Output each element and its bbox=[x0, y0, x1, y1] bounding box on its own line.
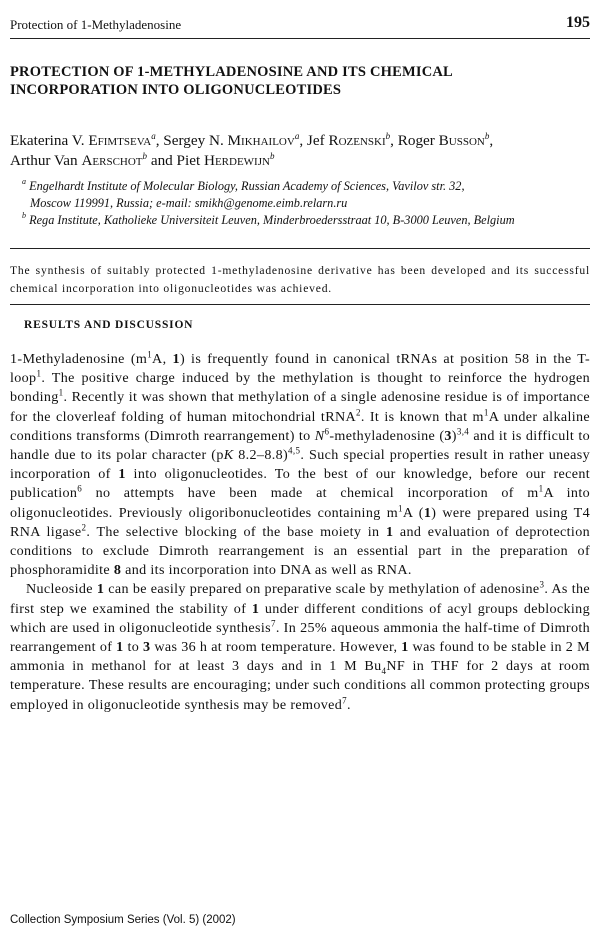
superscript: 1 bbox=[147, 349, 153, 360]
text: and evaluation of deprotection conditions to exclude Dimroth rearrangement is an essential part in the preparation of phosphoramidite bbox=[10, 523, 590, 579]
body-text bbox=[10, 350, 590, 715]
text: and its incorporation into DNA as well as RNA. bbox=[121, 562, 412, 579]
affiliation-a-line-1: Engelhardt Institute of Molecular Biology, Russian Academy of Sciences, Vavilov str. 32, bbox=[29, 179, 465, 193]
text: under different conditions of acyl groups deblocking which are used in oligonucleotide synthesis bbox=[10, 600, 590, 636]
text: . Recently it was shown that methylation of a single adenosine residue is of importance for the cloverleaf folding of human mitochondrial tRNA bbox=[10, 389, 590, 425]
affiliation-a-line-2: Moscow 119991, Russia; e-mail: smikh@genome.eimb.relarn.ru bbox=[30, 196, 348, 210]
text: ) is frequently found in canonical tRNAs at position 58 in the T-loop bbox=[10, 351, 590, 387]
running-header-title: Protection of 1-Methyladenosine bbox=[10, 17, 182, 32]
affiliation-mark: b bbox=[385, 130, 391, 141]
journal-footer: Collection Symposium Series (Vol. 5) (2002) bbox=[10, 914, 236, 926]
author-family: Herdewijn bbox=[203, 152, 270, 169]
text: can be easily prepared on preparative scale by methylation of adenosine bbox=[104, 581, 540, 598]
compound-number: 1 bbox=[172, 351, 180, 367]
author-family: Rozenski bbox=[328, 132, 386, 149]
affiliation-a bbox=[22, 178, 592, 212]
compound-number: 1 bbox=[118, 466, 126, 483]
italic-symbol: K bbox=[223, 447, 234, 464]
text: ) bbox=[451, 427, 457, 444]
reference-mark: 6 bbox=[77, 483, 83, 494]
abstract-bottom-rule bbox=[10, 304, 590, 305]
text: ) were prepared using T4 RNA ligase bbox=[10, 504, 590, 540]
reference-mark: 3,4 bbox=[456, 426, 470, 437]
reference-mark: 7 bbox=[270, 618, 276, 629]
reference-mark: 4,5 bbox=[288, 445, 301, 456]
running-header bbox=[10, 0, 590, 39]
text: ammonia in methanol for at least 3 days and in 1 bbox=[10, 658, 345, 675]
text: . bbox=[346, 696, 351, 713]
author-given: , Roger bbox=[390, 132, 439, 149]
reference-mark: 2 bbox=[81, 522, 87, 533]
text: . The selective blocking of the base moiety in bbox=[86, 523, 386, 540]
author-given: Ekaterina V. bbox=[10, 132, 89, 149]
text: 1-Methyladenosine (m bbox=[10, 351, 148, 367]
superscript: 1 bbox=[483, 406, 489, 417]
compound-number: 3 bbox=[444, 427, 452, 444]
compound-number: 1 bbox=[251, 600, 260, 617]
text: was 36 h at room temperature. However, bbox=[150, 639, 402, 656]
text: Nucleoside bbox=[26, 581, 97, 598]
text: . The positive charge induced by the methylation is thought to reinforce the hydrogen bonding bbox=[10, 370, 590, 406]
compound-number: 1 bbox=[385, 523, 394, 540]
reference-mark: 2 bbox=[356, 406, 361, 417]
text: Bu bbox=[356, 658, 382, 675]
abstract: The synthesis of suitably protected 1-methyladenosine derivative has been developed and its successful chemical incorporation into oligonucleotides was achieved. bbox=[10, 264, 590, 295]
affiliation-mark: b bbox=[269, 150, 275, 161]
text: was found to be stable in 2 bbox=[408, 639, 578, 656]
compound-number: 1 bbox=[96, 581, 105, 598]
text: . As the first step we examined the stability of bbox=[10, 581, 590, 617]
page-number: 195 bbox=[566, 14, 590, 31]
text: to bbox=[123, 639, 144, 656]
text: no attempts have been made at chemical incorporation of m bbox=[82, 485, 539, 502]
author-list bbox=[10, 131, 590, 171]
affiliation-mark: b bbox=[484, 130, 490, 141]
italic-symbol: N bbox=[314, 427, 325, 444]
affiliation-mark: a bbox=[294, 130, 300, 141]
affiliation-b-line-1: Rega Institute, Katholieke Universiteit Leuven, Minderbroedersstraat 10, B-3000 Leuven, Belgium bbox=[29, 213, 515, 227]
text: into oligonucleotides. To the best of our knowledge, before our recent publication bbox=[10, 466, 590, 502]
text: NF in THF for 2 days at room temperature. These results are encouraging; under such conditions all common protecting groups employed in oligonucleotide synthesis may be removed bbox=[10, 658, 590, 713]
author-given: , Sergey N. bbox=[155, 132, 228, 149]
author-family: Busson bbox=[438, 132, 485, 149]
affiliation-mark: b bbox=[22, 210, 26, 220]
paragraph-1 bbox=[10, 350, 590, 580]
reference-mark: 1 bbox=[36, 368, 42, 379]
unit-molar: M bbox=[577, 639, 590, 656]
affiliation-mark: b bbox=[142, 150, 148, 161]
author-separator: , bbox=[489, 132, 494, 149]
unit-molar: M bbox=[344, 658, 357, 675]
text: . In 25% aqueous ammonia the half-time of Dimroth rearrangement of bbox=[10, 619, 591, 656]
reference-mark: 3 bbox=[539, 579, 545, 590]
author-given: Arthur Van bbox=[10, 152, 82, 169]
text: -methyladenosine ( bbox=[329, 427, 445, 444]
paragraph-2 bbox=[10, 580, 590, 714]
text: A into oligonucleotides. Previously oligoribonucleotides containing m bbox=[10, 485, 590, 521]
text: 8.2–8.8) bbox=[233, 447, 289, 464]
author-given: and Piet bbox=[147, 152, 204, 169]
compound-number: 8 bbox=[113, 562, 122, 579]
title-line-2: INCORPORATION INTO OLIGONUCLEOTIDES bbox=[10, 82, 342, 98]
author-given: , Jef bbox=[299, 132, 329, 149]
text: and it is difficult to handle due to its polar character (p bbox=[10, 427, 591, 464]
superscript: 6 bbox=[324, 426, 330, 437]
compound-number: 1 bbox=[423, 504, 432, 521]
compound-number: 3 bbox=[143, 639, 151, 656]
title-line-1: PROTECTION OF 1-METHYLADENOSINE AND ITS CHEMICAL bbox=[10, 64, 453, 80]
superscript: 1 bbox=[398, 502, 403, 513]
author-family: Mikhailov bbox=[227, 132, 295, 149]
author-family: Aerschot bbox=[81, 152, 143, 169]
text: . It is known that m bbox=[360, 408, 484, 425]
compound-number: 1 bbox=[401, 639, 409, 656]
article-title bbox=[10, 63, 570, 99]
text: . Such special properties result in rather uneasy incorporation of bbox=[10, 447, 590, 483]
superscript: 1 bbox=[538, 483, 544, 494]
subscript: 4 bbox=[381, 666, 387, 677]
abstract-top-rule bbox=[10, 248, 590, 249]
section-heading: RESULTS AND DISCUSSION bbox=[24, 319, 194, 331]
text: A ( bbox=[402, 504, 424, 521]
affiliation-mark: a bbox=[151, 130, 156, 141]
text: A under alkaline conditions transforms (Dimroth rearrangement) to bbox=[10, 408, 590, 444]
affiliation-mark: a bbox=[22, 176, 26, 186]
reference-mark: 1 bbox=[58, 387, 64, 398]
compound-number: 1 bbox=[116, 639, 124, 656]
author-family: Efimtseva bbox=[88, 132, 152, 149]
affiliation-b bbox=[22, 212, 592, 229]
reference-mark: 7 bbox=[342, 694, 347, 705]
text: A, bbox=[152, 351, 173, 367]
